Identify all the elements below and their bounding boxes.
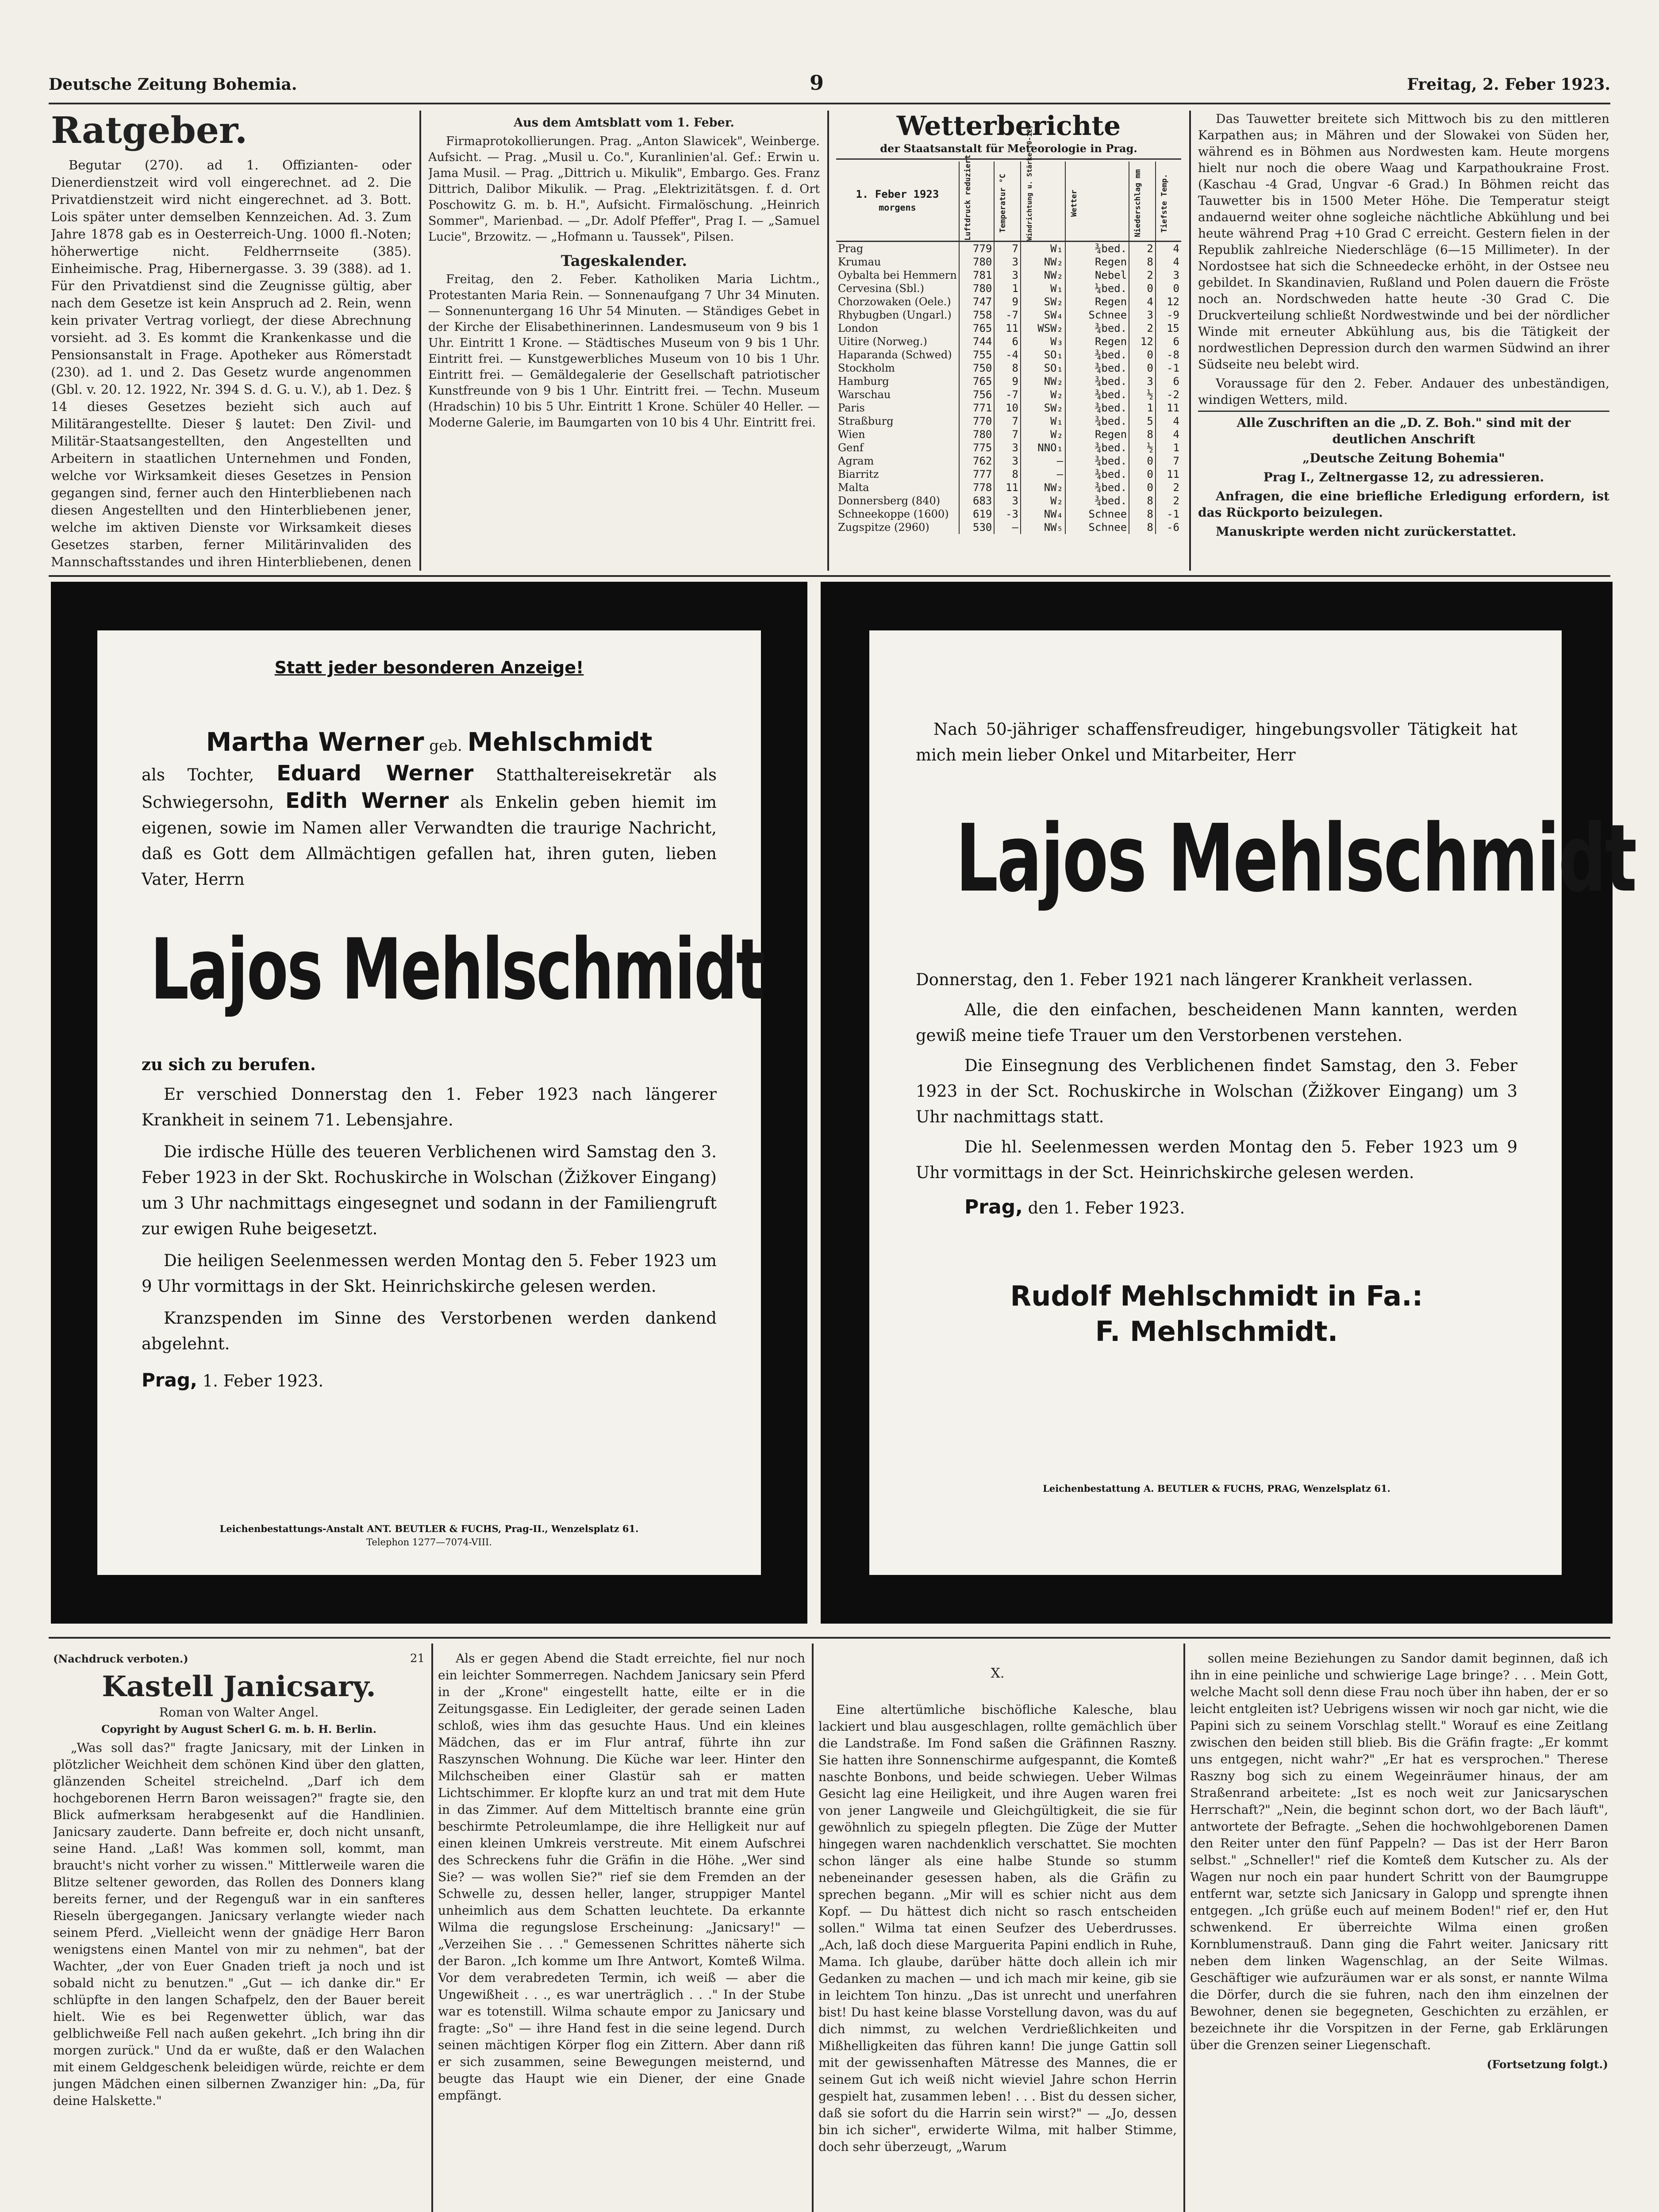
weather-cell: 3 — [1129, 308, 1156, 322]
obituary-right-p3: Die Einsegnung des Verblichenen findet Samstag, den 3. Feber 1923 in der Sct. Rochuskirche in Wolschan (Žižkover Eingang) um 3 Uhr nachmittags statt. — [916, 1056, 1517, 1126]
obituary-right-signature-2: F. Mehlschmidt. — [1095, 1315, 1338, 1348]
weather-row — [836, 481, 1181, 494]
novel-copyright: Copyright by August Scherl G. m. b. H. Berlin. — [101, 1723, 376, 1736]
weather-cell: 683 — [959, 494, 995, 507]
tageskalender-title: Tageskalender. — [561, 252, 687, 270]
weather-row — [836, 441, 1181, 454]
obituary-left-headline: Statt jeder besonderen Anzeige! — [274, 658, 584, 677]
weather-cell: 5 — [1129, 415, 1156, 428]
weather-cell: 756 — [959, 388, 995, 401]
weather-cell: 779 — [959, 241, 995, 255]
weather-header-row — [836, 161, 1181, 241]
weather-cell: ¾bed. — [1065, 454, 1129, 468]
ratgeber-column — [51, 111, 411, 571]
manuscript-notice: Manuskripte werden nicht zurückerstattet. — [1216, 524, 1517, 539]
obituary-left-undertaker: Leichenbestattungs-Anstalt ANT. BEUTLER & FUCHS, Prag-II., Wenzelsplatz 61. — [219, 1523, 639, 1534]
weather-station: Malta — [838, 481, 869, 494]
novel-text-2: Als er gegen Abend die Stadt erreichte, fiel nur noch ein leichter Sommerregen. Nachdem Janicsary sein Pferd in der „Krone" eingestellt hatte, eilte er in die Zeitungsgasse. Ein Ledigleiter, der gerade seinen Laden schloß, wies ihm das gesuchte Haus. Und ein kleines Mädchen, das er im Flur antraf, führte ihn zur Raszynschen Wohnung. Die Küche war leer. Hinter den Milchscheiben einer Glastür sah er matten Lichtschimmer. Er klopfte kurz an und trat mit dem Hute in das Zimmer. Auf dem Mitteltisch brannte eine grün beschirmte Petroleumlampe, die ihre Helligkeit nur auf einen kleinen Umkreis verstreute. Mit einem Aufschrei des Schreckens fuhr die Gräfin in die Höhe. „Wer sind Sie? — was wollen Sie?" rief sie dem Fremden an der Schwelle zu, dessen heller, langer, struppiger Mantel unheimlich aus dem Schatten leuchtete. Da erkannte Wilma die regungslose Erscheinung: „Janicsary!" — „Verzeihen Sie . . ." Gemessenen Schrittes näherte sich der Baron. „Ich komme um Ihre Antwort, Komteß Wilma. Vor dem verabredeten Termin, ich weiß — aber die Ungewißheit . . ., es war unerträglich . . ." In der Stube war es totenstill. Wilma schaute empor zu Janicsary und fragte: „So" — ihre Hand fest in die seine legend. Durch seinen mächtigen Körper flog ein Zittern. Aber dann riß er sich zusammen, seine Bewegungen meisternd, und beugte das Haupt wie ein Diener, der eine Gnade empfängt. — [438, 1651, 805, 2103]
weather-row — [836, 494, 1181, 507]
weather-row — [836, 375, 1181, 388]
weather-station: Schneekoppe (1600) — [838, 507, 949, 520]
obituary-left — [142, 655, 764, 1566]
weather-cell: 530 — [959, 521, 995, 534]
weather-col-precip: Niederschlag mm — [1129, 161, 1156, 241]
header-masthead: Deutsche Zeitung Bohemia. — [49, 75, 297, 94]
weather-station: Haparanda (Schwed) — [838, 348, 952, 361]
novel-text-4: sollen meine Beziehungen zu Sandor damit beginnen, daß ich ihn in eine peinliche und schwierige Lage bringe? . . . Mein Gott, welche Macht soll denn diese Frau noch über ihn haben, der er so leicht entgleiten ist? Uebrigens wissen wir noch gar nicht, wie die Papini sich zu seinem Vorschlag stellt." Worauf es eine Zeitlang zwischen den beiden still blieb. Bis die Gräfin fragte: „Er kommt uns entgegen, nicht wahr?" „Er hat es versprochen." Therese Raszny bog sich zu einem Wegeinräumer hinaus, der am Straßenrand arbeitete: „Ist es noch weit zur Janicsaryschen Herrschaft?" „Nein, die beginnt schon dort, wo der Bach läuft", antwortete der Befragte. „Sehen die hochwohlgeborenen Damen den Reiter unter den fünf Pappeln? — Das ist der Herr Baron selbst." „Schneller!" rief die Komteß dem Kutscher zu. Als der Wagen nur noch ein paar hundert Schritt von der Baumgruppe entfernt war, setzte sich Janicsary in Galopp und sprengte ihnen entgegen. „Ich grüße euch auf meinem Boden!" rief er, den Hut schwenkend. Er überreichte Wilma einen großen Kornblumenstrauß. Dann ging die Fahrt weiter. Janicsary ritt neben dem linken Wagenschlag, an der Seite Wilmas. Geschäftiger wie aufzuräumen war er als sonst, er nannte Wilma die Dörfer, durch die sie fuhren, nach den ihm einzelnen der Bewohner, denen sie begegneten, Geschichten zu erzählen, er bezeichnete ihr die Vorspitzen in der Ferne, gab Erklärungen über die Grenzen seiner Liegenschaft. — [1190, 1651, 1608, 2052]
weather-cell: -3 — [994, 507, 1021, 521]
weather-cell: 747 — [959, 295, 995, 308]
weather-cell: ¾bed. — [1065, 375, 1129, 388]
family-name-maiden: Mehlschmidt — [467, 727, 653, 757]
weather-row — [836, 241, 1181, 255]
weather-cell: NW₂ — [1021, 255, 1065, 269]
weather-cell: WSW₂ — [1021, 322, 1065, 335]
weather-row — [836, 255, 1181, 269]
weather-row — [836, 454, 1181, 468]
weather-cell: NW₂ — [1021, 269, 1065, 282]
obituary-left-p5: Kranzspenden im Sinne des Verstorbenen werden dankend abgelehnt. — [142, 1309, 717, 1353]
weather-cell: ¾bed. — [1065, 348, 1129, 361]
weather-cell: 9 — [994, 295, 1021, 308]
weather-col-wind: Windrichtung u. Stärke (0-12) — [1021, 161, 1065, 241]
editorial-address: Prag I., Zeltnergasse 12, zu adressieren. — [1263, 470, 1544, 484]
weather-cell: ¾bed. — [1065, 322, 1129, 335]
weather-cell: -8 — [1156, 348, 1181, 361]
weather-cell: ¾bed. — [1065, 481, 1129, 494]
weather-station: Hamburg — [838, 375, 889, 388]
weather-cell: 0 — [1129, 348, 1156, 361]
weather-cell: W₃ — [1021, 335, 1065, 348]
weather-cell: 6 — [994, 335, 1021, 348]
obituary-right-undertaker: Leichenbestattung A. BEUTLER & FUCHS, PRAG, Wenzelsplatz 61. — [1043, 1483, 1390, 1494]
weather-cell: W₂ — [1021, 494, 1065, 507]
weather-cell: 1 — [994, 282, 1021, 295]
novel-column-3 — [818, 1650, 1177, 2212]
weather-cell: Regen — [1065, 295, 1129, 308]
weather-forecast: Voraussage für den 2. Feber. Andauer des unbeständigen, windigen Wetters, mild. — [1198, 376, 1609, 407]
family-name-eduard: Eduard Werner — [276, 761, 474, 786]
obituary-right-place: Prag, — [964, 1196, 1023, 1218]
family-name-suffix: geb. — [429, 737, 462, 755]
novel-reprint-notice: (Nachdruck verboten.) — [53, 1652, 188, 1665]
weather-row — [836, 308, 1181, 322]
weather-cell: 2 — [1129, 269, 1156, 282]
novel-installment: 21 — [410, 1652, 425, 1665]
obituary-left-p2: Er verschied Donnerstag den 1. Feber 1923 nach längerer Krankheit in seinem 71. Lebensjahre. — [142, 1085, 717, 1129]
obituary-right-intro: Nach 50-jähriger schaffensfreudiger, hingebungsvoller Tätigkeit hat mich mein lieber Onkel und Mitarbeiter, Herr — [916, 720, 1517, 764]
weather-cell: 4 — [1156, 428, 1181, 441]
weather-row — [836, 348, 1181, 361]
weather-cell: 7 — [994, 241, 1021, 255]
weather-station: Biarritz — [838, 468, 879, 480]
obituary-left-date: 1. Feber 1923. — [202, 1371, 324, 1390]
weather-cell: -1 — [1156, 507, 1181, 521]
weather-cell: 771 — [959, 401, 995, 415]
novel-text-3: Eine altertümliche bischöfliche Kalesche, blau lackiert und blau ausgeschlagen, rollte gemächlich über die Landstraße. Im Fond saßen die Gräfinnen Raszny. Sie hatten ihre Sonnenschirme aufgespannt, die Komteß naschte Bonbons, und beide schwiegen. Ueber Wilmas Gesicht lag eine Heiligkeit, und ihre Augen waren frei von jener Langweile und Gleichgültigkeit, die sie für gewöhnlich zu spiegeln pflegten. Die Züge der Mutter hingegen waren nachdenklich verschattet. Sie mochten schon länger als eine halbe Stunde so stumm nebeneinander gesessen haben, als die Gräfin zu sprechen begann. „Mir will es schier nicht aus dem Kopf. — Du hättest dich nicht so rasch entscheiden sollen." Wilma tat einen Seufzer des Ueberdrusses. „Ach, laß doch diese Marguerita Papini endlich in Ruhe, Mama. Ich glaube, darüber hätte doch allein ich mir Gedanken zu machen — und ich mach mir keine, gib sie in leichtem Ton hinzu. „Das ist unrecht und unerfahren bist! Du hast keine blasse Vorstellung davon, was du auf dich nimmst, zu welchen Verdrießlichkeiten und Mißhelligkeiten das führen kann! Die junge Gattin soll mit der gewissenhaften Mätresse des Mannes, die er seinem Gut ich weiß nicht wieviel Jahre schon Herrin gespielt hat, zusammen leben! . . . Bist du dessen sicher, daß sie sofort du die Harrin sein wirst?" — „Jo, dessen bin ich sicher", erwiderte Wilma, mit halber Stimme, doch sehr überzeugt, „Warum — [818, 1702, 1177, 2154]
weather-cell: 11 — [1156, 401, 1181, 415]
weather-cell: W₁ — [1021, 241, 1065, 255]
weather-cell: ¾bed. — [1065, 441, 1129, 454]
weather-cell: SO₁ — [1021, 361, 1065, 375]
novel-column-2 — [438, 1650, 805, 2212]
weather-cell: Nebel — [1065, 269, 1129, 282]
obituary-right-p4: Die hl. Seelenmessen werden Montag den 5. Feber 1923 um 9 Uhr vormittags in der Sct. Heinrichskirche gelesen werden. — [916, 1137, 1517, 1182]
page-number: 9 — [810, 71, 824, 95]
weather-station: Straßburg — [838, 415, 894, 427]
weather-cell: 750 — [959, 361, 995, 375]
weather-cell: -1 — [1156, 361, 1181, 375]
novel-column-1 — [53, 1650, 425, 2212]
weather-cell: ½ — [1129, 441, 1156, 454]
editorial-notice: Alle Zuschriften an die „D. Z. Boh." sind mit der deutlichen Anschrift — [1237, 415, 1571, 446]
weather-cell: 8 — [994, 468, 1021, 481]
weather-cell: 7 — [994, 428, 1021, 441]
weather-cell: 6 — [1156, 335, 1181, 348]
weather-row — [836, 415, 1181, 428]
weather-station: Rhybugben (Ungarl.) — [838, 308, 952, 321]
weather-cell: 8 — [1129, 255, 1156, 269]
weather-cell: 765 — [959, 375, 995, 388]
family-name-edith: Edith Werner — [285, 788, 449, 813]
weather-col-pressure: Luftdruck reduziert — [959, 161, 995, 241]
weather-cell: ¼bed. — [1065, 282, 1129, 295]
weather-cell: 4 — [1156, 241, 1181, 255]
column-rule — [812, 1644, 814, 2212]
obituary-right-dateline — [916, 1194, 1517, 1221]
weather-cell: 2 — [1156, 494, 1181, 507]
obituary-left-phone: Telephon 1277—7074-VIII. — [366, 1537, 492, 1548]
obituary-left-family-1 — [142, 729, 717, 759]
header-rule — [49, 103, 1610, 104]
obituary-right-p2: Alle, die den einfachen, bescheidenen Mann kannten, werden gewiß meine tiefe Trauer um den Verstorbenen verstehen. — [916, 1000, 1517, 1045]
novel-header-row — [53, 1650, 425, 1670]
weather-cell: 8 — [1129, 521, 1156, 534]
weather-cell: -7 — [994, 388, 1021, 401]
weather-cell: NW₂ — [1021, 481, 1065, 494]
weather-cell: 2 — [1156, 481, 1181, 494]
weather-subtitle: der Staatsanstalt für Meteorologie in Prag. — [836, 142, 1181, 160]
weather-cell: 15 — [1156, 322, 1181, 335]
weather-cell: 780 — [959, 255, 995, 269]
weather-cell: 0 — [1129, 481, 1156, 494]
weather-cell: 3 — [994, 454, 1021, 468]
family-name-martha: Martha Werner — [206, 727, 424, 757]
column-rule — [419, 111, 421, 571]
weather-cell: 0 — [1129, 468, 1156, 481]
weather-cell: 3 — [994, 255, 1021, 269]
weather-row — [836, 295, 1181, 308]
column-rule — [827, 111, 829, 571]
weather-cell: ¾bed. — [1065, 401, 1129, 415]
weather-cell: 2 — [1129, 322, 1156, 335]
obituary-right-p1: Donnerstag, den 1. Feber 1921 nach längerer Krankheit verlassen. — [916, 970, 1473, 989]
weather-cell: 619 — [959, 507, 995, 521]
amtsblatt-text: Firmaprotokollierungen. Prag. „Anton Slawicek", Weinberge. Aufsicht. — Prag. „Musil u. Co.", Kuranlinien'al. Gef.: Erwin u. Jama Musil. — Prag. „Dittrich u. Mikulik", Embargo. Ges. Franz Dittrich, Dalibor Mikulik. — Prag. „Elektrizitätsgen. f. d. Ort Poschowitz G. m. b. H.", Aufsicht. Firmalöschung. „Heinrich Sommer", Marienbad. — „Dr. Adolf Pfeffer", Prag I. — „Samuel Lucie", Brzowitz. — „Hofmann u. Taussek", Pilsen. — [428, 134, 820, 244]
weather-cell: — — [1021, 468, 1065, 481]
weather-cell: Schnee — [1065, 521, 1129, 534]
weather-cell: 4 — [1156, 255, 1181, 269]
weather-cell: 3 — [994, 494, 1021, 507]
weather-cell: -6 — [1156, 521, 1181, 534]
novel-chapter-number: X. — [991, 1666, 1005, 1681]
weather-row — [836, 335, 1181, 348]
weather-station: Agram — [838, 454, 874, 467]
weather-cell: ¾bed. — [1065, 415, 1129, 428]
divider — [1198, 411, 1609, 412]
weather-section — [836, 111, 1181, 571]
weather-cell: 3 — [1129, 375, 1156, 388]
weather-station: Warschau — [838, 388, 891, 401]
weather-cell: 11 — [1156, 468, 1181, 481]
weather-cell: 780 — [959, 282, 995, 295]
weather-cell: ¾bed. — [1065, 468, 1129, 481]
novel-continued: (Fortsetzung folgt.) — [1486, 2058, 1608, 2071]
amtsblatt-title: Aus dem Amtsblatt vom 1. Feber. — [514, 116, 734, 130]
ratgeber-title: Ratgeber. — [51, 111, 248, 152]
weather-cell: 744 — [959, 335, 995, 348]
weather-row — [836, 361, 1181, 375]
obituary-left-deceased-name: Lajos Mehlschmidt — [150, 921, 764, 1018]
weather-cell: -9 — [1156, 308, 1181, 322]
header-date: Freitag, 2. Feber 1923. — [1407, 75, 1610, 94]
obituary-right-deceased-name: Lajos Mehlschmidt — [956, 804, 1636, 913]
obituary-left-family-2: als Tochter, Eduard Werner Statthaltereisekretär als Schwiegersohn, Edith Werner als Enkelin geben hiemit im eigenen, sowie im Namen aller Verwandten die traurige Nachricht, daß es Gott dem Allmächtigen gefallen hat, ihren guten, lieben Vater, Herrn — [142, 761, 717, 889]
weather-row — [836, 269, 1181, 282]
obituary-right — [916, 717, 1636, 1557]
weather-col-min-temp: Tiefste Temp. — [1156, 161, 1181, 241]
weather-cell: 777 — [959, 468, 995, 481]
weather-cell: 781 — [959, 269, 995, 282]
weather-cell: 9 — [994, 375, 1021, 388]
weather-cell: 8 — [1129, 507, 1156, 521]
page-header — [49, 71, 1610, 102]
weather-cell: 762 — [959, 454, 995, 468]
weather-cell: 758 — [959, 308, 995, 322]
weather-cell: SW₄ — [1021, 308, 1065, 322]
novel-text-1: „Was soll das?" fragte Janicsary, mit der Linken in plötzlicher Weichheit dem schönen Kind über den glatten, glänzenden Scheitel streichelnd. „Darf ich dem hochgeborenen Herrn Baron weissagen?" fragte sie, den Blick aufmerksam herabgesenkt auf die Handlinien. Janicsary zauderte. Dann befreite er, doch nicht unsanft, seine Hand. „Laß! Was kommen soll, kommt, man braucht's nicht vorher zu wissen." Mittlerweile waren die Blitze seltener geworden, das Rollen des Donners klang bereits ferner, und der Regenguß war in ein sanfteres Rieseln übergegangen. Janicsary verlangte wieder nach seinem Pferd. „Vielleicht wenn der gnädige Herr Baron wenigstens einen Mantel von mir zu nehmen", bat der Wachter, „der von Euer Gnaden trieft ja noch und ist sobald nicht zu benutzen." „Gut — ich danke dir." Er schlüpfte in den langen Schafpelz, den der Bauer bereit hielt. Wie es bei Regenwetter üblich, war das gelblichweiße Fell nach außen gekehrt. „Ich bring ihn dir morgen zurück." Und da er wußte, daß er den Walachen mit einem Geldgeschenk beleidigen würde, reichte er dem jungen Mädchen einen silbernen Zwanziger hin: „Da, für deine Halskette." — [53, 1740, 425, 2108]
postage-notice: Anfragen, die eine briefliche Erledigung erfordern, ist das Rückporto beizulegen. — [1198, 489, 1609, 520]
weather-row — [836, 468, 1181, 481]
obituary-right-signature-1: Rudolf Mehlschmidt in Fa.: — [1010, 1280, 1423, 1312]
weather-cell: Schnee — [1065, 308, 1129, 322]
weather-row — [836, 322, 1181, 335]
weather-cell: — — [1021, 454, 1065, 468]
weather-cell: SW₂ — [1021, 295, 1065, 308]
weather-cell: 778 — [959, 481, 995, 494]
weather-cell: NW₂ — [1021, 375, 1065, 388]
novel-title: Kastell Janicsary. — [102, 1670, 376, 1703]
weather-cell: 6 — [1156, 375, 1181, 388]
weather-station: Chorzowaken (Oele.) — [838, 295, 951, 308]
weather-cell: NNO₁ — [1021, 441, 1065, 454]
weather-station: Paris — [838, 401, 865, 414]
column-rule — [1189, 111, 1191, 571]
weather-cell: SW₂ — [1021, 401, 1065, 415]
novel-column-4 — [1190, 1650, 1608, 2212]
novel-subtitle: Roman von Walter Angel. — [159, 1705, 319, 1720]
weather-cell: ¾bed. — [1065, 494, 1129, 507]
weather-cell: Regen — [1065, 255, 1129, 269]
weather-col-weather: Wetter — [1065, 161, 1129, 241]
obituary-left-p1: zu sich zu berufen. — [142, 1055, 316, 1074]
weather-cell: ¾bed. — [1065, 388, 1129, 401]
weather-cell: 10 — [994, 401, 1021, 415]
weather-cell: W₁ — [1021, 415, 1065, 428]
weather-station: Uitire (Norweg.) — [838, 335, 927, 348]
weather-cell: W₂ — [1021, 388, 1065, 401]
obituary-left-p3: Die irdische Hülle des teueren Verblichenen wird Samstag den 3. Feber 1923 in der Skt. Rochuskirche in Wolschan (Žižkover Eingang) um 3 Uhr nachmittags eingesegnet und sodann in der Familiengruft zur ewigen Ruhe beigesetzt. — [142, 1142, 717, 1238]
ratgeber-text: Begutar (270). ad 1. Offizianten- oder Dienerdienstzeit wird voll eingerechnet. ad 2. Die Privatdienstzeit wird nicht eingerechnet. ad 3. Bott. Lois später unter demselben Kennzeichen. Ad. 3. Zum Jahre 1878 gab es in Oesterreich-Ung. 1000 fl.-Noten; höherwertige nicht. Feldherrnseite (385). Einheimische. Prag, Hibernergasse. 3. 39 (388). ad 1. Für den Privatdienst sind die Zeugnisse gültig, aber nach dem Gesetze ist kein Anspruch ad 2. Rein, wenn kein privater Vertrag vorliegt, der diese Abrechnung vorsieht. ad 3. Es kommt die Krankenkasse und die Pensionsanstalt in Frage. Apotheker aus Römerstadt (230). ad 1. und 2. Das Gesetz wurde angenommen (Gbl. v. 20. 12. 1922, Nr. 394 S. d. G. u. V.), ab 1. Dez. § 14 dieses Gesetzes bezieht sich auch auf Militärangestellte. Dieser § lautet: Den Zivil- und Militär-Staatsangestellten, den Angestellten und Arbeitern in staatlichen Unternehmen und Fonden, welche vor Wirksamkeit dieses Gesetzes in Pension gegangen sind, ferner auch den Hinterbliebenen nach diesen Angestellten und den Hinterbliebenen jener, welche im aktiven Dienste vor Wirksamkeit dieses Gesetzes starben, ferner Militärinvaliden des Mannschaftsstandes und ihren Hinterbliebenen, denen — [51, 157, 411, 569]
obituary-right-date: den 1. Feber 1923. — [1028, 1198, 1185, 1217]
weather-cell: Schnee — [1065, 507, 1129, 521]
weather-cell: ¾bed. — [1065, 241, 1129, 255]
weather-station: Genf — [838, 441, 864, 454]
weather-cell: 3 — [994, 269, 1021, 282]
weather-cell: 765 — [959, 322, 995, 335]
weather-row — [836, 521, 1181, 534]
weather-cell: 775 — [959, 441, 995, 454]
weather-station: Cervesina (Sbl.) — [838, 282, 925, 295]
weather-cell: 12 — [1129, 335, 1156, 348]
weather-cell: Regen — [1065, 335, 1129, 348]
weather-cell: -4 — [994, 348, 1021, 361]
weather-cell: ¾bed. — [1065, 361, 1129, 375]
section-rule — [49, 1637, 1610, 1639]
weather-cell: W₁ — [1021, 282, 1065, 295]
weather-row — [836, 401, 1181, 415]
weather-cell: 1 — [1156, 441, 1181, 454]
column-rule — [1183, 1644, 1185, 2212]
weather-cell: 4 — [1129, 295, 1156, 308]
obituary-left-dateline — [142, 1367, 717, 1394]
weather-row — [836, 388, 1181, 401]
weather-text-column — [1198, 111, 1609, 571]
weather-cell: 7 — [994, 415, 1021, 428]
weather-cell: 0 — [1156, 282, 1181, 295]
amtsblatt-column — [428, 111, 820, 571]
section-rule — [49, 575, 1610, 577]
newspaper-name: „Deutsche Zeitung Bohemia" — [1302, 451, 1505, 465]
weather-row — [836, 282, 1181, 295]
weather-cell: — — [994, 521, 1021, 534]
weather-cell: 11 — [994, 481, 1021, 494]
weather-cell: 8 — [1129, 494, 1156, 507]
weather-row — [836, 428, 1181, 441]
weather-title: Wetterberichte — [896, 111, 1121, 142]
weather-cell: 3 — [1156, 269, 1181, 282]
obituary-left-place: Prag, — [142, 1369, 197, 1391]
weather-col-temperature: Temperatur °C — [994, 161, 1021, 241]
weather-cell: NW₄ — [1021, 507, 1065, 521]
weather-cell: 2 — [1129, 241, 1156, 255]
weather-cell: ½ — [1129, 388, 1156, 401]
weather-station: London — [838, 322, 879, 334]
column-rule — [431, 1644, 433, 2212]
weather-cell: 780 — [959, 428, 995, 441]
weather-cell: 770 — [959, 415, 995, 428]
weather-cell: 11 — [994, 322, 1021, 335]
weather-cell: 8 — [994, 361, 1021, 375]
weather-station: Wien — [838, 428, 865, 441]
weather-cell: W₂ — [1021, 428, 1065, 441]
weather-station: Stockholm — [838, 361, 895, 374]
weather-cell: 755 — [959, 348, 995, 361]
weather-row — [836, 507, 1181, 521]
weather-cell: -2 — [1156, 388, 1181, 401]
weather-table-body — [836, 241, 1181, 534]
weather-station: Krumau — [838, 255, 881, 268]
weather-cell: Regen — [1065, 428, 1129, 441]
weather-cell: NW₅ — [1021, 521, 1065, 534]
weather-date-header: 1. Feber 1923 morgens — [836, 161, 959, 241]
weather-station: Zugspitze (2960) — [838, 521, 929, 534]
weather-cell: SO₁ — [1021, 348, 1065, 361]
weather-cell: 0 — [1129, 454, 1156, 468]
obituary-left-p4: Die heiligen Seelenmessen werden Montag den 5. Feber 1923 um 9 Uhr vormittags in der Skt. Heinrichskirche gelesen werden. — [142, 1251, 717, 1296]
weather-cell: 12 — [1156, 295, 1181, 308]
weather-cell: -7 — [994, 308, 1021, 322]
weather-cell: 0 — [1129, 282, 1156, 295]
weather-cell: 0 — [1129, 361, 1156, 375]
weather-report-text: Das Tauwetter breitete sich Mittwoch bis zu den mittleren Karpathen aus; in Mähren und der Slowakei von Süden her, während es in Böhmen aus Nordwesten kam. Heute morgens hielt nur noch die obere Waag und Karpathoukraine Frost. (Kaschau -4 Grad, Ungvar -6 Grad.) In Böhmen reicht das Tauwetter bis in 1500 Meter Höhe. Die Temperatur steigt andauernd weiter ohne sogleiche nächtliche Abkühlung und bei heute während Prag +10 Grad C erreicht. Gestern fielen in der Republik zahlreiche Niederschläge (6—15 Millimeter). In der Nordostsee hat sich die Schneedecke erhöht, in der Ostsee neu gebildet. In Skandinavien, Rußland und Polen dauern die Fröste noch an. Nordschweden hatte heute -30 Grad C. Die Druckverteilung schließt Nordwestwinde und bei der nördlicher Winde mit erneuter Abkühlung aus, bis die Tätigkeit der nordwestlichen Depression durch den warmen Südwind an ihrer Südseite neu belebt wird. — [1198, 111, 1609, 372]
weather-station: Oybalta bei Hemmern — [838, 269, 957, 281]
weather-cell: 3 — [994, 441, 1021, 454]
tageskalender-text: Freitag, den 2. Feber. Katholiken Maria Lichtm., Protestanten Maria Rein. — Sonnenaufgang 7 Uhr 34 Minuten. — Sonnenuntergang 16 Uhr 54 Minuten. — Ständiges Gebet in der Kirche der Elisabethinerinnen. Landesmuseum von 9 bis 1 Uhr. Eintritt 1 Krone. — Städtisches Museum von 9 bis 1 Uhr. Eintritt frei. — Kunstgewerbliches Museum von 10 bis 1 Uhr. Eintritt frei. — Gemäldegalerie der Gesellschaft patriotischer Kunstfreunde von 9 bis 1 Uhr. Eintritt frei. — Techn. Museum (Hradschin) 10 bis 5 Uhr. Eintritt 1 Krone. Schüler 40 Heller. — Moderne Galerie, im Baumgarten von 10 bis 4 Uhr. Eintritt frei. — [428, 273, 820, 430]
weather-cell: 8 — [1129, 428, 1156, 441]
weather-station: Donnersberg (840) — [838, 494, 941, 507]
weather-cell: 1 — [1129, 401, 1156, 415]
weather-station: Prag — [838, 242, 864, 255]
weather-cell: 7 — [1156, 454, 1181, 468]
weather-cell: 4 — [1156, 415, 1181, 428]
